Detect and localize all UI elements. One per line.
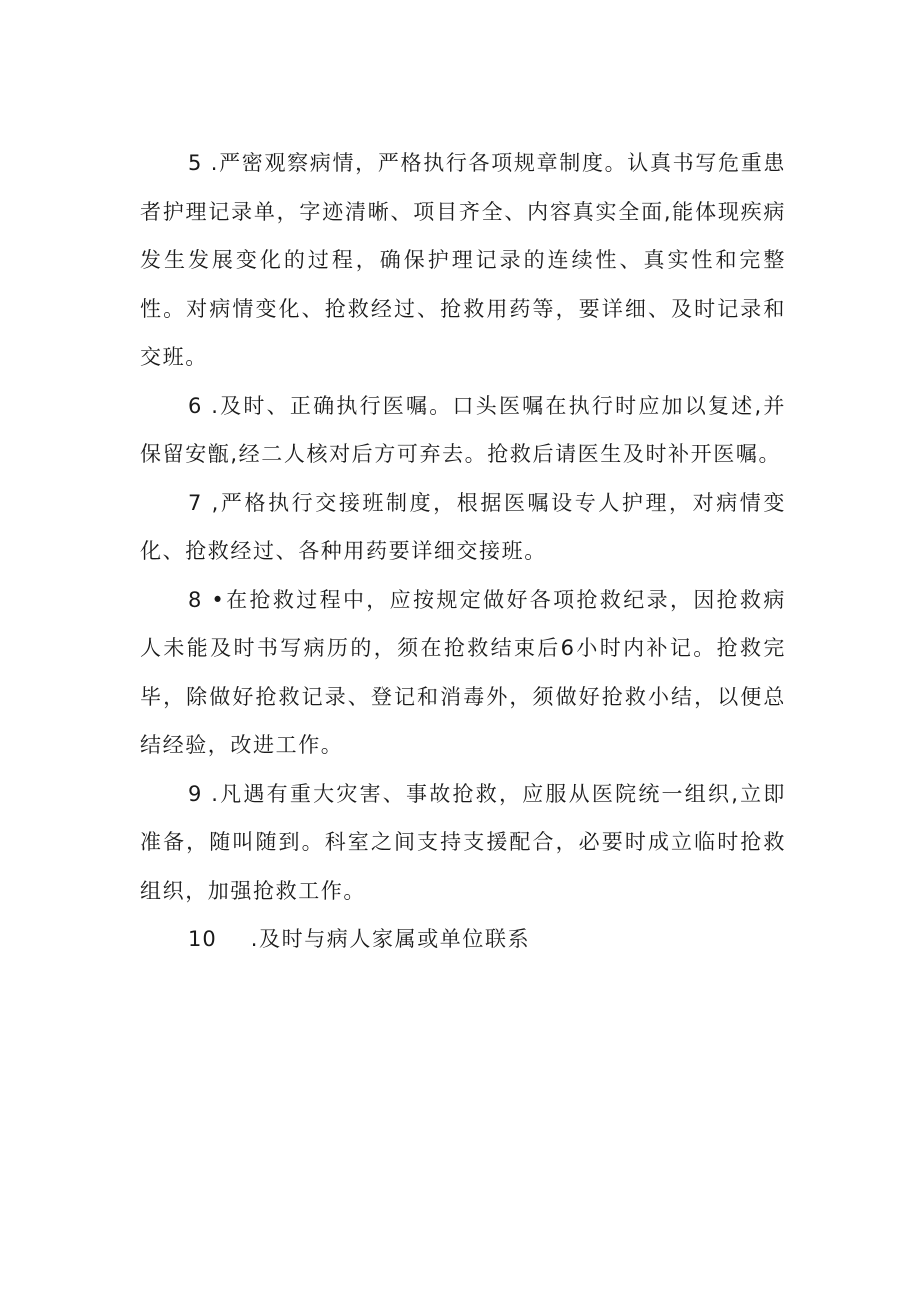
paragraph-text: .凡遇有重大灾害、事故抢救，应服从医院统一组织,立即准备，随叫随到。科室之间支持支援配合，必要时成立临时抢救组织，加强抢救工作。 bbox=[140, 781, 786, 903]
paragraph-text: .严密观察病情，严格执行各项规章制度。认真书写危重患者护理记录单，字迹清晰、项目齐全、内容真实全面,能体现疾病发生发展变化的过程，确保护理记录的连续性、真实性和完整性。对病情变化、抢救经过、抢救用药等，要详细、及时记录和交班。 bbox=[140, 151, 786, 369]
paragraph-text: •在抢救过程中，应按规定做好各项抢救纪录，因抢救病人未能及时书写病历的，须在抢救结束后6小时内补记。抢救完毕，除做好抢救记录、登记和消毒外，须做好抢救小结，以便总结经验，改进工作。 bbox=[140, 587, 786, 757]
paragraph-8 bbox=[140, 576, 786, 770]
paragraph-number: 7 bbox=[188, 490, 203, 515]
paragraph-number: 8 bbox=[188, 587, 203, 612]
paragraph-number: 9 bbox=[188, 781, 203, 806]
paragraph-7 bbox=[140, 479, 786, 576]
paragraph-9 bbox=[140, 770, 786, 916]
paragraph-6 bbox=[140, 382, 786, 479]
paragraph-number: 5 bbox=[188, 151, 203, 175]
document-body bbox=[140, 139, 786, 964]
paragraph-10 bbox=[140, 915, 786, 964]
paragraph-text: .及时与病人家属或单位联系 bbox=[250, 927, 531, 951]
paragraph-5 bbox=[140, 139, 786, 382]
paragraph-number: 6 bbox=[188, 393, 203, 418]
paragraph-text: ,严格执行交接班制度，根据医嘱设专人护理，对病情变化、抢救经过、各种用药要详细交接班。 bbox=[140, 490, 786, 563]
paragraph-number: 10 bbox=[188, 927, 217, 951]
paragraph-text: .及时、正确执行医嘱。口头医嘱在执行时应加以复述,并保留安甑,经二人核对后方可弃去。抢救后请医生及时补开医嘱。 bbox=[140, 393, 786, 466]
